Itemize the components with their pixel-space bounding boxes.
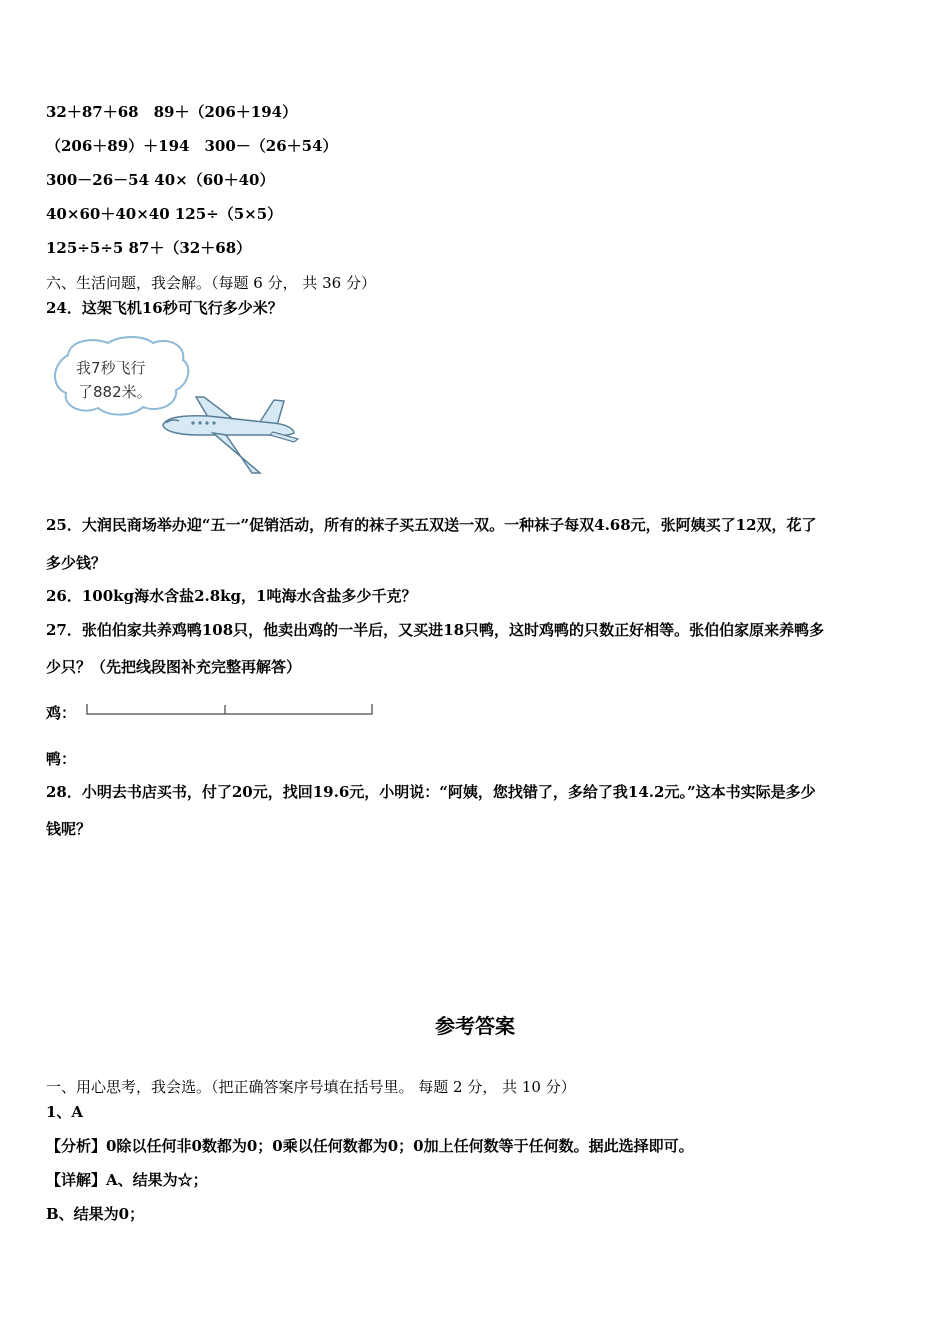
q27-line-2: 少只？（先把线段图补充完整再解答） xyxy=(46,658,302,676)
bubble-line-2: 了882米。 xyxy=(78,383,152,401)
q25-line-2: 多少钱？ xyxy=(46,554,107,572)
answers-title: 参考答案 xyxy=(435,1014,515,1038)
duck-label: 鸭： xyxy=(46,750,77,768)
answer-analysis: 【分析】0除以任何非0数都为0；0乘以任何数都为0；0加上任何数等于任何数。据此选择即可。 xyxy=(46,1137,694,1155)
answer-detail: 【详解】A、结果为☆； xyxy=(46,1171,208,1189)
q27-line-1: 27．张伯伯家共养鸡鸭108只，他卖出鸡的一半后，又买进18只鸭，这时鸡鸭的只数正好相等。张伯伯家原来养鸭多 xyxy=(46,621,825,639)
chicken-segment-diagram xyxy=(84,700,379,720)
answer-q1: 1、A xyxy=(46,1103,84,1121)
chicken-label: 鸡： xyxy=(46,704,77,722)
airplane-illustration xyxy=(48,335,308,480)
answer-detail-b: B、结果为0； xyxy=(46,1205,145,1223)
q28-line-1: 28．小明去书店买书，付了20元，找回19.6元，小明说：“阿姨，您找错了，多给了我14.2元。”这本书实际是多少 xyxy=(46,783,816,801)
bubble-line-1: 我7秒飞行 xyxy=(76,359,146,377)
calc-line-3: 300－26－54 40×（60＋40） xyxy=(46,171,275,189)
section6-title: 六、生活问题，我会解。（每题 6 分， 共 36 分） xyxy=(46,274,376,292)
q28-line-2: 钱呢？ xyxy=(46,820,92,838)
airplane-icon xyxy=(163,397,298,473)
q24-text: 24．这架飞机16秒可飞行多少米？ xyxy=(46,299,283,317)
q25-line-1: 25．大润民商场举办迎“五一”促销活动，所有的袜子买五双送一双。一种袜子每双4.68元，张阿姨买了12双，花了 xyxy=(46,516,817,534)
q26-text: 26．100kg海水含盐2.8kg，1吨海水含盐多少千克？ xyxy=(46,587,417,605)
calc-line-4: 40×60＋40×40 125÷（5×5） xyxy=(46,205,283,223)
calc-line-1: 32＋87＋68 89＋（206＋194） xyxy=(46,103,298,121)
calc-line-2: （206＋89）＋194 300－（26＋54） xyxy=(46,137,338,155)
calc-line-5: 125÷5÷5 87＋（32＋68） xyxy=(46,239,252,257)
answers-section1-title: 一、用心思考，我会选。（把正确答案序号填在括号里。 每题 2 分， 共 10 分） xyxy=(46,1078,576,1096)
